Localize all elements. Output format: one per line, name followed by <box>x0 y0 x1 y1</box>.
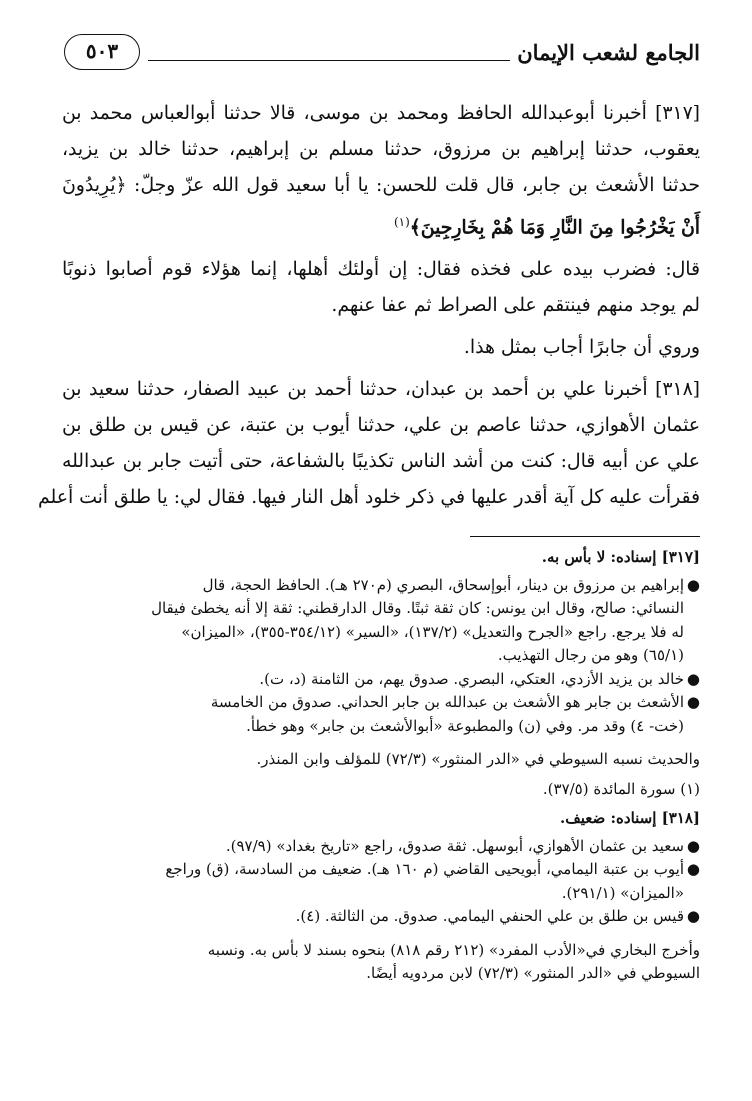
footnote-317 <box>64 546 700 772</box>
footnote-heading: [٣١٨] إسناده: ضعيف. <box>560 809 700 827</box>
footnotes-section <box>64 546 700 992</box>
footnote-line: (خت- ٤) وقد مر. وفي (ن) والمطبوعة «أبوالأشعث بن جابر» وهو خطأ. <box>246 716 684 735</box>
narrator-entry <box>64 858 700 905</box>
text-line: حدثنا الأشعث بن جابر، قال قلت للحسن: يا أبا سعيد قول الله عزّ وجلّ: ﴿يُرِيدُونَ <box>62 175 700 196</box>
running-title: الجامع لشعب الإيمان <box>517 40 700 65</box>
footnote-line: خالد بن يزيد الأزدي، العتكي، البصري. صدوق يهم، من الثامنة (د، ت). <box>259 669 684 688</box>
text-line: فقرأت عليه كل آية أقدر عليها في ذكر خلود أهل النار فيها. فقال لي: يا طلق أنت أعلم <box>38 487 700 509</box>
footnote-1 <box>64 778 700 802</box>
footnote-line: النسائي: صالح، وقال ابن يونس: كان ثقة ثبتًا. وقال الدارقطني: ثقة إلا أنه يخطئ فيقال <box>151 599 684 617</box>
bullet-icon: ● <box>686 860 700 878</box>
bullet-icon: ● <box>686 836 700 855</box>
footnote-318 <box>64 807 700 986</box>
footnote-line: (١) سورة المائدة (٣٧/٥). <box>542 779 700 798</box>
footnote-line: أيوب بن عتبة اليمامي، أبويحيى القاضي (م ١٦٠ هـ). ضعيف من السادسة، (ق) وراجع <box>165 860 684 878</box>
narrator-entry <box>64 835 700 859</box>
hadith-317-commentary <box>62 252 700 324</box>
footnote-line: «الميزان» (٢٩١/١). <box>561 883 684 902</box>
hadith-317-narration-note <box>62 330 700 366</box>
footnote-line: قيس بن طلق بن علي الحنفي اليمامي. صدوق. من الثالثة. (٤). <box>295 907 684 925</box>
footnote-line: له فلا يرجع. راجع «الجرح والتعديل» (١٣٧/٢)، «السير» (٣٥٤/١٢-٣٥٥)، «الميزان» <box>181 622 684 641</box>
main-text <box>38 96 700 522</box>
text-line: عثمان الأهوازي، حدثنا عاصم بن علي، حدثنا أيوب بن عتبة، عن قيس بن طلق بن <box>62 415 700 437</box>
footnote-line: السيوطي في «الدر المنثور» (٧٢/٣) لابن مردويه أيضًا. <box>366 964 700 982</box>
page-number: ٥٠٣ <box>64 34 140 70</box>
page-header <box>64 34 700 74</box>
quran-verse: أَنْ يَخْرُجُوا مِنَ النَّارِ وَمَا هُمْ بِخَارِجِينَ﴾ <box>409 216 700 239</box>
text-line: يعقوب، حدثنا إبراهيم بن مرزوق، حدثنا مسلم بن إبراهيم، حدثنا خالد بن يزيد، <box>62 139 700 160</box>
text-line: قال: فضرب بيده على فخذه فقال: إن أولئك أهلها، إنما هؤلاء قوم أصابوا ذنوبًا <box>62 259 700 281</box>
text-line: وروي أن جابرًا أجاب بمثل هذا. <box>463 337 700 359</box>
header-rule <box>148 60 510 61</box>
footnote-line: سعيد بن عثمان الأهوازي، أبوسهل. ثقة صدوق، راجع «تاريخ بغداد» (٩٧/٩). <box>225 836 684 855</box>
footnote-marker[interactable]: (١) <box>393 215 410 229</box>
narrator-entry <box>64 905 700 929</box>
narrator-entry <box>64 668 700 692</box>
footnote-line: إبراهيم بن مرزوق بن دينار، أبوإسحاق، البصري (م٢٧٠ هـ). الحافظ الحجة، قال <box>202 575 684 594</box>
bullet-icon: ● <box>686 693 700 711</box>
quran-verse-line <box>62 204 700 246</box>
footnote-note <box>64 748 700 772</box>
bullet-icon: ● <box>686 575 700 594</box>
footnote-divider <box>470 536 700 537</box>
footnote-line: وأخرج البخاري في«الأدب المفرد» (٢١٢ رقم ٨١٨) بنحوه بسند لا بأس به. ونسبه <box>207 940 700 959</box>
hadith-318 <box>38 372 700 516</box>
text-line: [٣١٨] أخبرنا علي بن أحمد بن عبدان، حدثنا أحمد بن عبيد الصفار، حدثنا سعيد بن <box>62 379 700 401</box>
footnote-note <box>64 939 700 986</box>
bullet-icon: ● <box>686 669 700 688</box>
footnote-line: الأشعث بن جابر هو الأشعث بن عبدالله بن جابر الحداني. صدوق من الخامسة <box>210 693 684 711</box>
text-line: لم يوجد منهم فينتقم على الصراط ثم عفا عنهم. <box>331 295 700 317</box>
footnote-heading: [٣١٧] إسناده: لا بأس به. <box>541 548 700 566</box>
narrator-entry <box>64 691 700 738</box>
text-line: علي عن أبيه قال: كنت من أشد الناس تكذيبًا بالشفاعة، حتى أتيت جابر بن عبدالله <box>62 451 700 473</box>
bullet-icon: ● <box>686 907 700 925</box>
text-line: [٣١٧] أخبرنا أبوعبدالله الحافظ ومحمد بن موسى، قالا حدثنا أبوالعباس محمد بن <box>62 103 700 124</box>
hadith-317 <box>62 96 700 246</box>
footnote-line: (٦٥/١) وهو من رجال التهذيب. <box>497 646 684 664</box>
footnote-line: والحديث نسبه السيوطي في «الدر المنثور» (٧٢/٣) للمؤلف وابن المنذر. <box>256 750 700 768</box>
narrator-entry <box>64 574 700 668</box>
